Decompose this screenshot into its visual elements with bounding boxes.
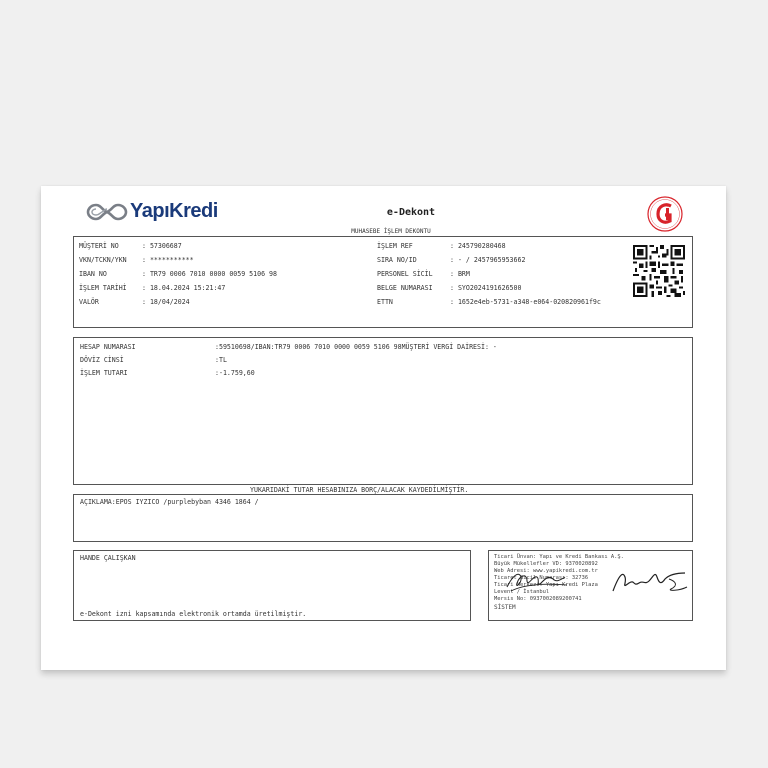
bank-mersis-no: Mersis No: 0937002089200741 [494, 596, 582, 602]
value-date-label: VALÖR [79, 298, 99, 306]
sequence-no-value: : - / 2457965953662 [450, 256, 526, 264]
customer-box [73, 550, 471, 621]
bank-tax-office: Büyük Mükellefler VD: 9370020892 [494, 561, 598, 567]
tax-id-label: VKN/TCKN/YKN [79, 256, 127, 264]
document-subtitle: MUHASEBE İŞLEM DEKONTU [351, 228, 431, 235]
transaction-date-value: : 18.04.2024 15:21:47 [142, 284, 226, 292]
qr-code-icon [633, 245, 685, 297]
account-number-value: :59510698/IBAN:TR79 0006 7010 0000 0059 5106 98MÜŞTERİ VERGİ DAİRESİ: - [215, 343, 497, 351]
customer-name: HANDE ÇALIŞKAN [80, 554, 136, 562]
bank-web-address: Web Adresi: www.yapikredi.com.tr [494, 568, 598, 574]
account-info-box [73, 337, 693, 485]
receipt-document [41, 186, 726, 670]
bank-trade-name: Ticari Ünvan: Yapı ve Kredi Bankası A.Ş. [494, 554, 624, 560]
ettn-label: ETTN [377, 298, 393, 306]
customer-no-value: : 57306687 [142, 242, 182, 250]
transaction-ref-label: İŞLEM REF [377, 242, 413, 250]
transaction-date-label: İŞLEM TARİHİ [79, 284, 127, 292]
transaction-ref-value: : 245790280468 [450, 242, 506, 250]
amount-label: İŞLEM TUTARI [80, 369, 128, 377]
value-date-value: : 18/04/2024 [142, 298, 190, 306]
document-no-value: : SYO2024191626500 [450, 284, 522, 292]
bank-headquarters: Ticari Merkezi: Yapı Kredi Plaza [494, 582, 598, 588]
transaction-info-box [73, 236, 693, 328]
signature-1-icon [503, 565, 573, 595]
iban-value: : TR79 0006 7010 0000 0059 5106 98 [142, 270, 277, 278]
account-number-label: HESAP NUMARASI [80, 343, 136, 351]
bank-signature-box [488, 550, 693, 621]
document-title: e-Dekont [386, 207, 436, 218]
description-box [73, 494, 693, 542]
yapikredi-logo-icon [86, 202, 128, 222]
guarantee-seal-icon [641, 194, 689, 234]
debit-credit-notice: YUKARIDAKİ TUTAR HESABINIZA BORÇ/ALACAK KAYDEDİLMİŞTİR. [250, 486, 469, 494]
customer-no-label: MÜŞTERİ NO [79, 242, 119, 250]
currency-label: DÖVİZ CİNSİ [80, 356, 124, 364]
currency-value: :TL [215, 356, 227, 364]
tax-id-value: : *********** [142, 256, 194, 264]
electronic-permit-note: e-Dekont izni kapsamında elektronik ortamda üretilmiştir. [80, 610, 307, 618]
bank-location: Levent / İstanbul [494, 589, 550, 595]
staff-id-label: PERSONEL SİCİL [377, 270, 433, 278]
amount-value: :-1.759,60 [215, 369, 255, 377]
bank-logo [86, 200, 218, 223]
document-no-label: BELGE NUMARASI [377, 284, 433, 292]
bank-trade-registry: Ticaret Sicil Numarası: 32736 [494, 575, 589, 581]
iban-label: IBAN NO [79, 270, 107, 278]
sequence-no-label: SIRA NO/ID [377, 256, 417, 264]
description-text: AÇIKLAMA:EPOS IYZICO /purplebyban 4346 1864 / [80, 498, 259, 506]
system-signature-label: SİSTEM [494, 604, 516, 611]
bank-name: YapıKredi [130, 200, 218, 222]
staff-id-value: : BRM [450, 270, 470, 278]
signature-2-icon [609, 567, 689, 595]
ettn-value: : 1652e4eb-5731-a348-e064-020820961f9c [450, 298, 601, 306]
